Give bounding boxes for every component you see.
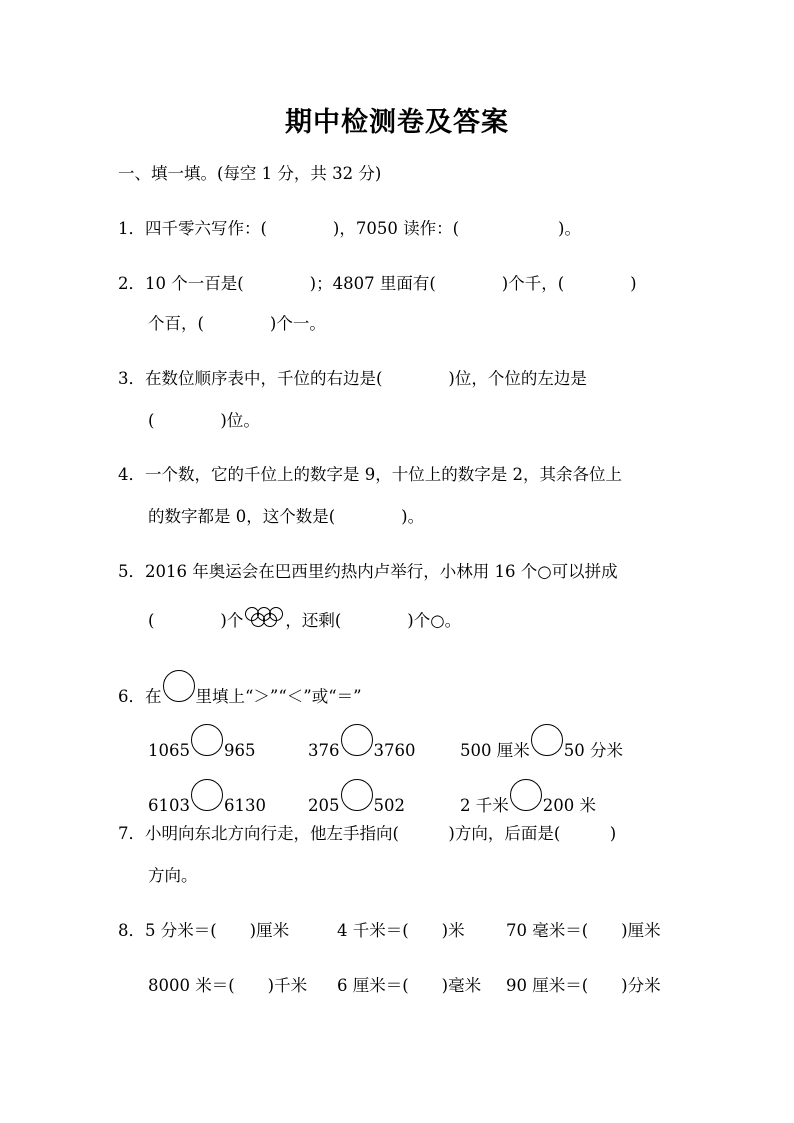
question-6-prompt	[118, 670, 362, 706]
compare-item	[148, 724, 256, 760]
conversion-item: 90 厘米＝( )分米	[506, 976, 661, 995]
question-5-line-2	[148, 606, 461, 632]
compare-circle-icon[interactable]	[341, 724, 373, 756]
compare-circle-icon[interactable]	[191, 779, 223, 811]
page-title: 期中检测卷及答案	[285, 107, 509, 138]
question-1: 1．四千零六写作：( )，7050 读作：( )。	[118, 219, 581, 238]
question-5-line-1: 5．2016 年奥运会在巴西里约热内卢举行，小林用 16 个○可以拼成	[118, 562, 618, 581]
compare-left: 1065	[148, 741, 190, 760]
question-3-line-1: 3．在数位顺序表中，千位的右边是( )位，个位的左边是	[118, 369, 587, 388]
conversion-item: 70 毫米＝( )厘米	[506, 921, 661, 940]
compare-item	[460, 724, 623, 760]
q6-text-after: 里填上“＞”“＜”或“＝”	[195, 687, 362, 706]
question-7-line-1: 7．小明向东北方向行走，他左手指向( )方向，后面是( )	[118, 824, 617, 843]
question-4-line-2: 的数字都是 0，这个数是( )。	[148, 507, 425, 526]
compare-left: 376	[308, 741, 340, 760]
compare-item	[460, 779, 596, 815]
compare-right: 3760	[373, 741, 416, 760]
compare-circle-icon[interactable]	[341, 779, 373, 811]
q5-text-after: ，还剩( )个○。	[285, 611, 462, 630]
compare-left: 205	[308, 796, 340, 815]
compare-item	[308, 779, 405, 815]
question-3-line-2: ( )位。	[148, 411, 260, 430]
conversion-item: 8．5 分米＝( )厘米	[118, 921, 290, 940]
compare-item	[308, 724, 416, 760]
question-7-line-2: 方向。	[148, 866, 198, 885]
compare-circle-icon[interactable]	[510, 779, 542, 811]
compare-left: 6103	[148, 796, 190, 815]
conversion-item: 6 厘米＝( )毫米	[337, 976, 482, 995]
compare-right: 965	[224, 741, 256, 760]
question-4-line-1: 4．一个数，它的千位上的数字是 9，十位上的数字是 2，其余各位上	[118, 465, 622, 484]
compare-right: 200 米	[542, 796, 596, 815]
compare-right: 502	[373, 796, 405, 815]
section-heading: 一、填一填。(每空 1 分，共 32 分)	[118, 164, 382, 183]
compare-circle-icon[interactable]	[191, 724, 223, 756]
compare-left: 500 厘米	[460, 741, 530, 760]
compare-right: 50 分米	[563, 741, 623, 760]
conversion-item: 4 千米＝( )米	[337, 921, 465, 940]
olympic-rings-icon	[244, 606, 284, 632]
question-2-line-2: 个百，( )个一。	[148, 314, 326, 333]
q5-text-before: ( )个	[148, 611, 244, 630]
compare-left: 2 千米	[460, 796, 509, 815]
compare-item	[148, 779, 266, 815]
blank-circle-icon	[163, 670, 195, 702]
question-2-line-1: 2．10 个一百是( )；4807 里面有( )个千，( )	[118, 274, 637, 293]
conversion-item: 8000 米＝( )千米	[148, 976, 308, 995]
q6-text-before: 6．在	[118, 687, 162, 706]
compare-circle-icon[interactable]	[531, 724, 563, 756]
compare-right: 6130	[224, 796, 266, 815]
